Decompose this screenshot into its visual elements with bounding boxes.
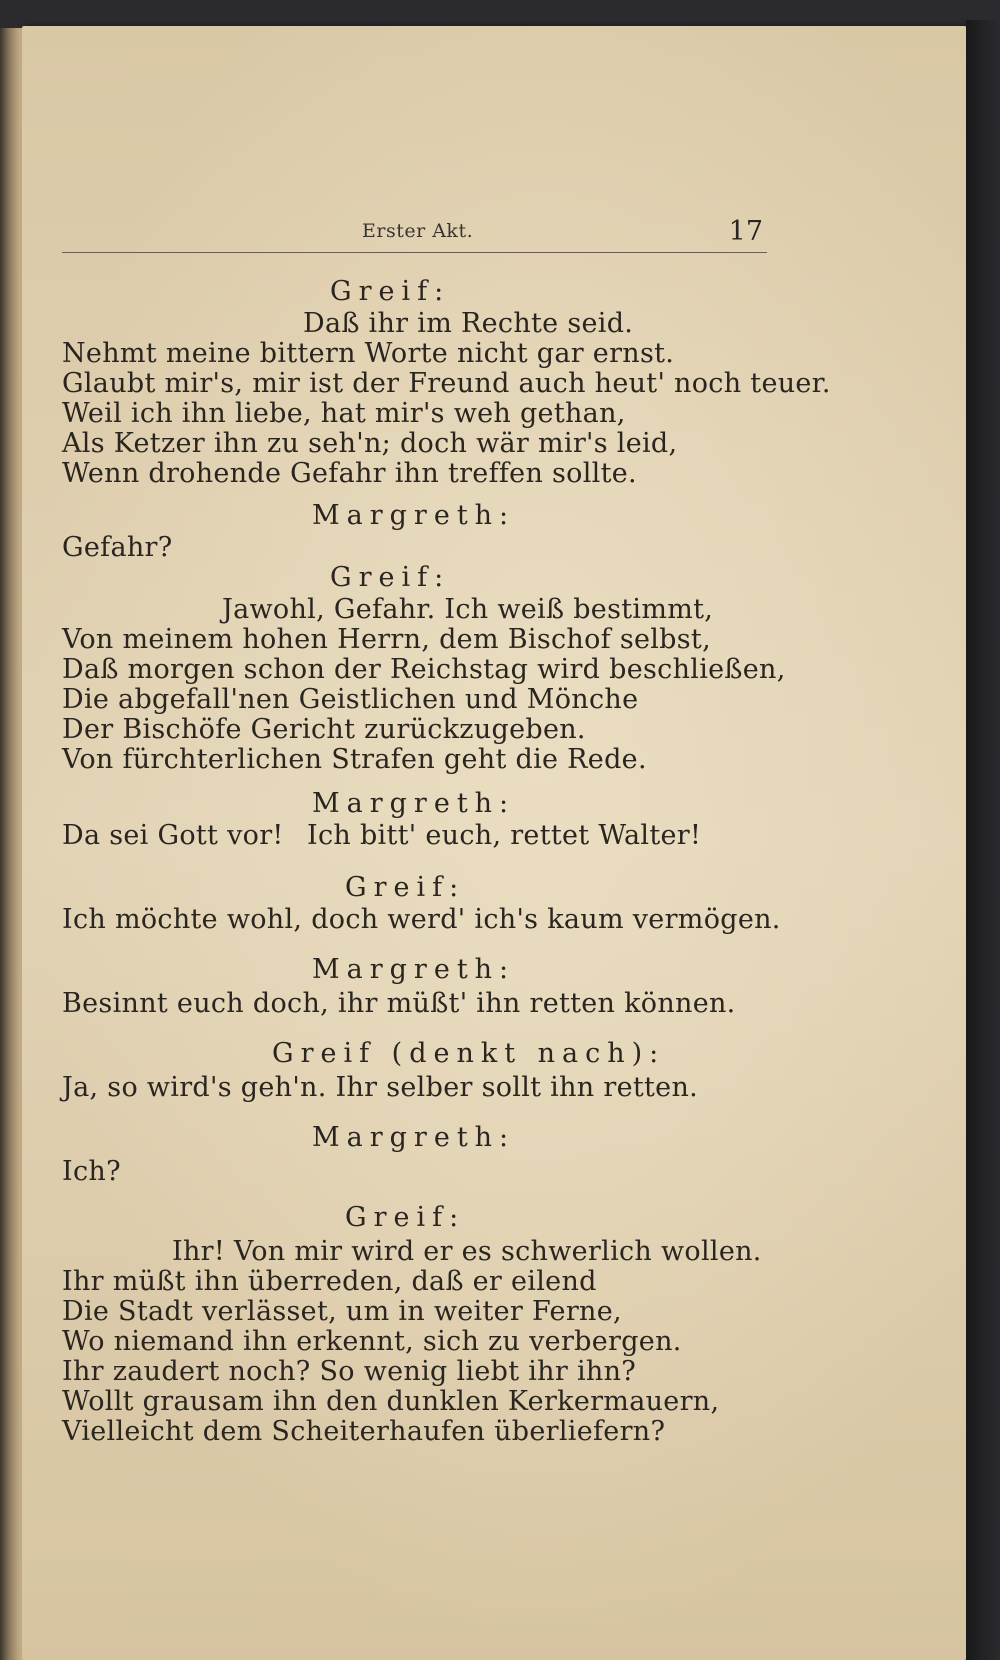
verse-line: Besinnt euch doch, ihr müßt' ihn retten können.	[62, 988, 736, 1019]
verse-line: Jawohl, Gefahr. Ich weiß bestimmt,	[222, 594, 714, 625]
verse-line: Nehmt meine bittern Worte nicht gar ernst.	[62, 338, 675, 369]
verse-line: Da sei Gott vor!	[62, 820, 284, 851]
verse-line: Der Bischöfe Gericht zurückzugeben.	[62, 714, 586, 745]
speaker-label: Greif (denkt nach):	[272, 1038, 666, 1069]
verse-line: Die abgefall'nen Geistlichen und Mönche	[62, 684, 639, 715]
verse-line: Glaubt mir's, mir ist der Freund auch heut' noch teuer.	[62, 368, 831, 399]
verse-line: Wo niemand ihn erkennt, sich zu verbergen.	[62, 1326, 682, 1357]
page-header	[62, 216, 767, 253]
verse-line: Weil ich ihn liebe, hat mir's weh gethan,	[62, 398, 626, 429]
book-background	[966, 20, 1000, 1660]
verse-line: Ihr müßt ihn überreden, daß er eilend	[62, 1266, 597, 1297]
verse-line: Ich möchte wohl, doch werd' ich's kaum vermögen.	[62, 904, 781, 935]
verse-line: Daß morgen schon der Reichstag wird beschließen,	[62, 654, 786, 685]
verse-line: Vielleicht dem Scheiterhaufen überliefern?	[62, 1416, 666, 1447]
verse-line: Ihr zaudert noch? So wenig liebt ihr ihn?	[62, 1356, 637, 1387]
page-number: 17	[728, 216, 763, 247]
book-page	[22, 26, 970, 1660]
speaker-label: Greif:	[330, 562, 451, 593]
book-gutter	[0, 28, 24, 1660]
verse-line: Ja, so wird's geh'n. Ihr selber sollt ihn retten.	[62, 1072, 699, 1103]
verse-line: Von meinem hohen Herrn, dem Bischof selbst,	[62, 624, 711, 655]
running-title: Erster Akt.	[362, 220, 474, 242]
verse-line: Gefahr?	[62, 532, 173, 563]
speaker-label: Greif:	[345, 1202, 466, 1233]
verse-line: Ich?	[62, 1156, 121, 1187]
verse-line: Ihr! Von mir wird er es schwerlich wollen.	[172, 1236, 762, 1267]
speaker-label: Margreth:	[312, 954, 516, 985]
speaker-label: Margreth:	[312, 788, 516, 819]
verse-line: Daß ihr im Rechte seid.	[303, 308, 634, 339]
speaker-label: Margreth:	[312, 500, 516, 531]
verse-line: Die Stadt verlässet, um in weiter Ferne,	[62, 1296, 622, 1327]
speaker-label: Margreth:	[312, 1122, 516, 1153]
verse-line: Wollt grausam ihn den dunklen Kerkermauern,	[62, 1386, 720, 1417]
verse-line: Als Ketzer ihn zu seh'n; doch wär mir's leid,	[62, 428, 678, 459]
verse-line: Ich bitt' euch, rettet Walter!	[307, 820, 702, 851]
speaker-label: Greif:	[345, 872, 466, 903]
verse-line: Von fürchterlichen Strafen geht die Rede.	[62, 744, 647, 775]
verse-line: Wenn drohende Gefahr ihn treffen sollte.	[62, 458, 637, 489]
speaker-label: Greif:	[330, 276, 451, 307]
